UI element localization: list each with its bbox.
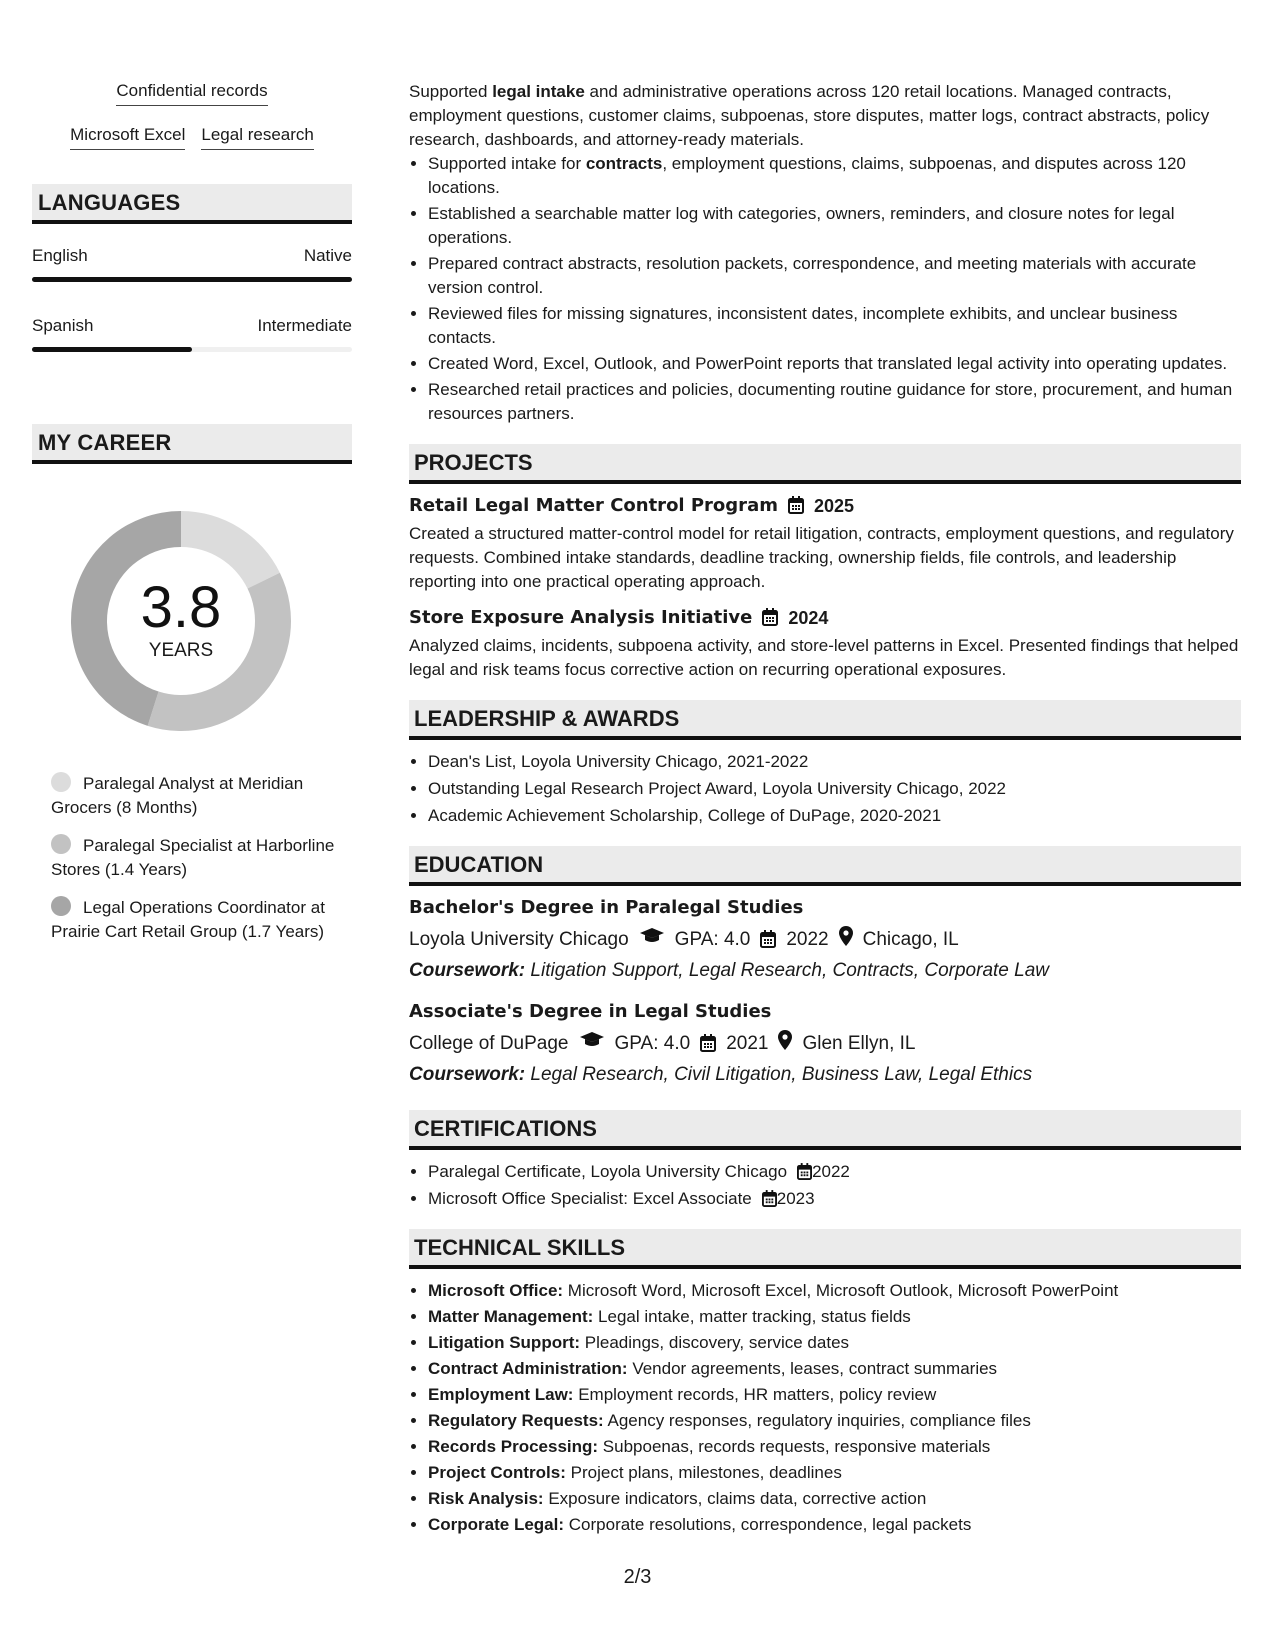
- skill-value: Agency responses, regulatory inquiries, compliance files: [607, 1411, 1031, 1430]
- career-label: Legal Operations Coordinator at Prairie Cart Retail Group (1.7 Years): [51, 898, 325, 941]
- skill-label: Records Processing:: [428, 1437, 599, 1456]
- skill-tag: Legal research: [201, 124, 313, 150]
- certification-name: Microsoft Office Specialist: Excel Associate: [428, 1189, 752, 1208]
- language-bar: [32, 347, 352, 352]
- project-description: Created a structured matter-control model for retail litigation, contracts, employment questions, and regulatory requests. Combined intake standards, deadline tracking, ownership fields, file controls, and leadership reporting into one practical operating approach.: [409, 524, 1234, 591]
- experience-bullet: [428, 152, 1241, 200]
- skill-tag: Confidential records: [116, 80, 267, 106]
- education-item: [409, 1000, 1241, 1088]
- bullet-text: Supported intake for: [428, 154, 586, 173]
- skill-value: Pleadings, discovery, service dates: [584, 1333, 850, 1352]
- school-name: College of DuPage: [409, 1033, 569, 1054]
- skill-label: Microsoft Office:: [428, 1281, 564, 1300]
- career-item: [51, 834, 352, 882]
- calendar-icon: [762, 1189, 777, 1208]
- language-name: English: [32, 246, 88, 265]
- coursework: [409, 1062, 1241, 1088]
- coursework-label: Coursework:: [409, 960, 526, 981]
- projects-heading: PROJECTS: [409, 444, 1241, 484]
- language-item: [32, 316, 352, 352]
- skill-tags: [32, 80, 352, 150]
- coursework-list: Litigation Support, Legal Research, Contracts, Corporate Law: [530, 960, 1049, 981]
- project-year: 2025: [813, 496, 855, 516]
- awards-list: [409, 750, 1241, 828]
- calendar-icon: [797, 1162, 812, 1181]
- school-name: Loyola University Chicago: [409, 929, 629, 950]
- graduation-cap-icon: [639, 927, 665, 953]
- language-level: Native: [303, 246, 352, 265]
- skill-value: Vendor agreements, leases, contract summaries: [632, 1359, 998, 1378]
- language-name: Spanish: [32, 316, 94, 335]
- skill-item: [428, 1357, 1241, 1381]
- certification-item: [428, 1160, 1241, 1184]
- summary-text: and administrative operations across 120 retail locations. Managed contracts, employment questions, customer claims, subpoenas, store disputes, matter logs, contract abstracts, policy research, dashboards, and attorney-ready materials.: [409, 82, 1210, 149]
- skill-value: Corporate resolutions, correspondence, legal packets: [568, 1515, 972, 1534]
- project-title: Retail Legal Matter Control Program: [409, 495, 778, 516]
- career-label: Paralegal Specialist at Harborline Stores (1.4 Years): [51, 836, 335, 879]
- skill-value: Project plans, milestones, deadlines: [570, 1463, 842, 1482]
- degree-title: Bachelor's Degree in Paralegal Studies: [409, 897, 804, 918]
- project-year: 2024: [788, 608, 829, 628]
- language-bar-fill: [32, 347, 192, 352]
- career-item: [51, 772, 352, 820]
- skill-label: Employment Law:: [428, 1385, 574, 1404]
- certification-item: [428, 1187, 1241, 1211]
- experience-bullets: [409, 152, 1241, 426]
- sidebar: [32, 80, 352, 958]
- graduation-cap-icon: [579, 1031, 605, 1057]
- project-item: [409, 606, 1241, 682]
- skills-heading: TECHNICAL SKILLS: [409, 1229, 1241, 1269]
- project-description: Analyzed claims, incidents, subpoena activity, and store-level patterns in Excel. Presented findings that helped legal and risk teams focus corrective action on recurring operational exposures.: [409, 636, 1239, 679]
- page-number: 2/3: [623, 1566, 652, 1588]
- certifications-heading: CERTIFICATIONS: [409, 1110, 1241, 1150]
- bullet-text: , employment questions, claims, subpoenas, and disputes across 120 locations.: [428, 154, 1186, 197]
- career-unit: YEARS: [148, 640, 214, 661]
- skill-label: Contract Administration:: [428, 1359, 628, 1378]
- legend-dot: [51, 896, 71, 916]
- gpa: GPA: 4.0: [674, 929, 751, 950]
- skill-value: Subpoenas, records requests, responsive materials: [602, 1437, 991, 1456]
- graduation-year: 2022: [786, 929, 829, 950]
- skill-tag: Microsoft Excel: [70, 124, 185, 150]
- skill-value: Employment records, HR matters, policy review: [578, 1385, 937, 1404]
- career-label: Paralegal Analyst at Meridian Grocers (8 Months): [51, 774, 304, 817]
- experience-bullet: • Established a searchable matter log with categories, owners, reminders, and closure notes for legal operations.: [428, 202, 1241, 250]
- skill-item: [428, 1331, 1241, 1355]
- school-location: Glen Ellyn, IL: [802, 1033, 916, 1054]
- skill-value: Legal intake, matter tracking, status fields: [598, 1307, 911, 1326]
- skill-item: [428, 1513, 1241, 1537]
- summary-text: Supported: [409, 82, 493, 101]
- career-total: 3.8: [140, 575, 222, 640]
- skill-item: [428, 1409, 1241, 1433]
- gpa: GPA: 4.0: [614, 1033, 691, 1054]
- award-item: • Academic Achievement Scholarship, College of DuPage, 2020-2021: [428, 804, 1241, 828]
- career-donut: [66, 506, 296, 736]
- coursework-label: Coursework:: [409, 1064, 526, 1085]
- skill-label: Risk Analysis:: [428, 1489, 544, 1508]
- career-legend: [51, 772, 352, 944]
- bullet-emphasis: contracts: [585, 154, 663, 173]
- calendar-icon: [700, 1031, 716, 1057]
- skill-item: [428, 1487, 1241, 1511]
- experience-bullet: • Prepared contract abstracts, resolution packets, correspondence, and meeting materials with accurate version control.: [428, 252, 1241, 300]
- skill-label: Regulatory Requests:: [428, 1411, 604, 1430]
- skill-item: [428, 1305, 1241, 1329]
- certifications-list: [409, 1160, 1241, 1211]
- education-heading: EDUCATION: [409, 846, 1241, 886]
- coursework-list: Legal Research, Civil Litigation, Business Law, Legal Ethics: [530, 1064, 1033, 1085]
- graduation-year: 2021: [726, 1033, 769, 1054]
- experience-bullet: • Reviewed files for missing signatures, inconsistent dates, incomplete exhibits, and unclear business contacts.: [428, 302, 1241, 350]
- experience-bullet: • Researched retail practices and policies, documenting routine guidance for store, procurement, and human resources partners.: [428, 378, 1241, 426]
- calendar-icon: [760, 927, 776, 953]
- calendar-icon: [788, 494, 804, 518]
- career-item: [51, 896, 352, 944]
- legend-dot: [51, 772, 71, 792]
- location-pin-icon: [778, 1030, 792, 1058]
- certification-year: 2023: [776, 1189, 815, 1208]
- legend-dot: [51, 834, 71, 854]
- skills-list: [409, 1279, 1241, 1537]
- skill-label: Matter Management:: [428, 1307, 594, 1326]
- skill-item: [428, 1279, 1241, 1303]
- location-pin-icon: [839, 926, 853, 954]
- language-item: [32, 246, 352, 282]
- award-item: • Outstanding Legal Research Project Award, Loyola University Chicago, 2022: [428, 777, 1241, 801]
- language-bar: [32, 277, 352, 282]
- language-level: Intermediate: [257, 316, 352, 335]
- education-item: [409, 896, 1241, 984]
- skill-item: [428, 1383, 1241, 1407]
- certification-year: 2022: [812, 1162, 850, 1181]
- coursework: [409, 958, 1241, 984]
- skill-value: Microsoft Word, Microsoft Excel, Microsoft Outlook, Microsoft PowerPoint: [567, 1281, 1119, 1300]
- summary-emphasis: legal intake: [492, 82, 585, 101]
- languages-heading: LANGUAGES: [32, 184, 352, 224]
- skill-value: Exposure indicators, claims data, corrective action: [548, 1489, 927, 1508]
- award-item: • Dean's List, Loyola University Chicago, 2021-2022: [428, 750, 1241, 774]
- experience-bullet: • Created Word, Excel, Outlook, and PowerPoint reports that translated legal activity into operating updates.: [428, 352, 1241, 376]
- school-location: Chicago, IL: [862, 929, 959, 950]
- degree-title: Associate's Degree in Legal Studies: [409, 1001, 772, 1022]
- skill-item: [428, 1435, 1241, 1459]
- calendar-icon: [762, 606, 778, 630]
- project-title: Store Exposure Analysis Initiative: [409, 607, 753, 628]
- main-column: [409, 80, 1241, 1539]
- skill-label: Project Controls:: [428, 1463, 566, 1482]
- language-bar-fill: [32, 277, 352, 282]
- skill-item: [428, 1461, 1241, 1485]
- certification-name: Paralegal Certificate, Loyola University Chicago: [428, 1162, 788, 1181]
- skill-label: Corporate Legal:: [428, 1515, 565, 1534]
- project-item: [409, 494, 1241, 594]
- awards-heading: LEADERSHIP & AWARDS: [409, 700, 1241, 740]
- career-heading: MY CAREER: [32, 424, 352, 464]
- experience-summary: [409, 80, 1241, 152]
- skill-label: Litigation Support:: [428, 1333, 581, 1352]
